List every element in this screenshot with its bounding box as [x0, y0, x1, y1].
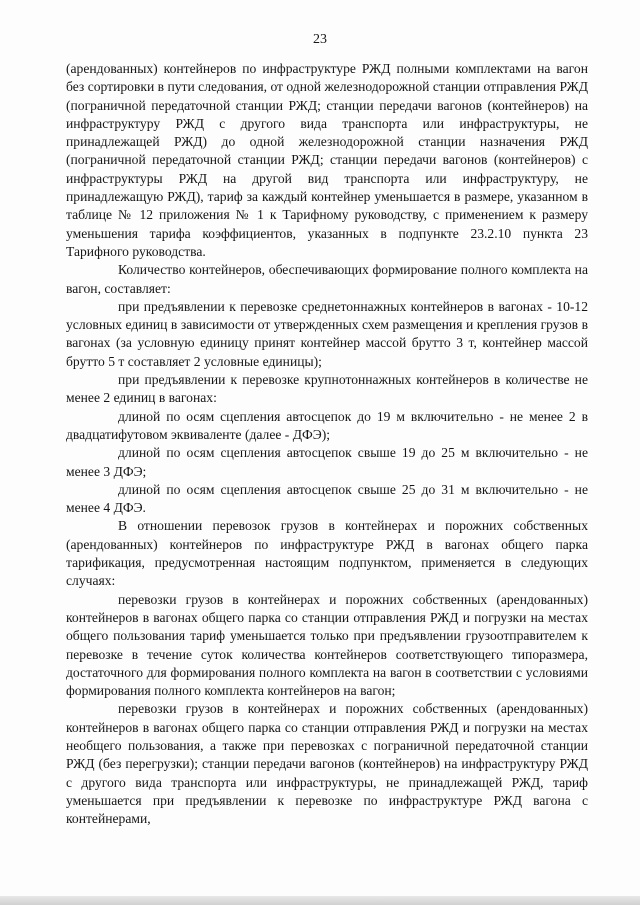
paragraph: (арендованных) контейнеров по инфраструктуре РЖД полными комплектами на вагон без сортировки в пути следования, от одной железнодорожной станции отправления РЖД (пограничной передаточной станции РЖД; станции передачи вагонов (контейнеров) на инфраструктуру РЖД с другого вида транспорта или инфраструктуры, не принадлежащей РЖД) до одной железнодорожной станции назначения РЖД (пограничной передаточной станции РЖД; станции передачи вагонов (контейнеров) с инфраструктуры РЖД на другой вид транспорта или инфраструктуру, не принадлежащую РЖД), тариф за каждый контейнер уменьшается в размере, указанном в таблице № 12 приложения № 1 к Тарифному руководству, с применением к размеру уменьшения тарифа коэффициентов, указанных в подпункте 23.2.10 пункта 23 Тарифного руководства.: [66, 61, 588, 259]
paragraph: перевозки грузов в контейнерах и порожних собственных (арендованных) контейнеров в вагонах общего парка со станции отправления РЖД и погрузки на местах необщего пользования, а также при перевозках с пограничной передаточной станции РЖД (без перегрузки); станции передачи вагонов (контейнеров) на инфраструктуру РЖД с другого вида транспорта или инфраструктуры, не принадлежащей РЖД, тариф уменьшается при предъявлении к перевозке по инфраструктуре РЖД вагона с контейнерами,: [66, 701, 588, 827]
body-text: [66, 60, 588, 828]
paragraph: при предъявлении к перевозке среднетоннажных контейнеров в вагонах - 10-12 условных единиц в зависимости от утвержденных схем размещения и крепления грузов в вагонах (за условную единицу принят контейнер массой брутто 3 т, контейнер массой брутто 5 т составляет 2 условные единицы);: [66, 298, 588, 369]
paragraph: перевозки грузов в контейнерах и порожних собственных (арендованных) контейнеров в вагонах общего парка со станции отправления РЖД и погрузки на местах общего пользования тариф уменьшается только при предъявлении грузоотправителем к перевозке в течение суток количества контейнеров соответствующего типоразмера, достаточного для формирования полного комплекта на вагон в соответствии с условиями формирования полного комплекта контейнеров на вагон;: [66, 591, 588, 699]
paragraph: при предъявлении к перевозке крупнотоннажных контейнеров в количестве не менее 2 единиц в вагонах:: [66, 372, 588, 406]
paragraph: Количество контейнеров, обеспечивающих формирование полного комплекта на вагон, составляет:: [66, 262, 588, 296]
paragraph: длиной по осям сцепления автосцепок свыше 25 до 31 м включительно - не менее 4 ДФЭ.: [66, 481, 588, 516]
paragraph: длиной по осям сцепления автосцепок до 19 м включительно - не менее 2 в двадцатифутовом эквиваленте (далее - ДФЭ);: [66, 408, 588, 442]
paragraph: В отношении перевозок грузов в контейнерах и порожних собственных (арендованных) контейнеров по инфраструктуре РЖД в вагонах общего парка тарификация, предусмотренная настоящим подпунктом, применяется в следующих случаях:: [66, 518, 588, 589]
scan-bottom-edge: [0, 896, 640, 905]
page-number: 23: [313, 32, 327, 47]
paragraph: длиной по осям сцепления автосцепок свыше 19 до 25 м включительно - не менее 3 ДФЭ;: [66, 445, 588, 479]
